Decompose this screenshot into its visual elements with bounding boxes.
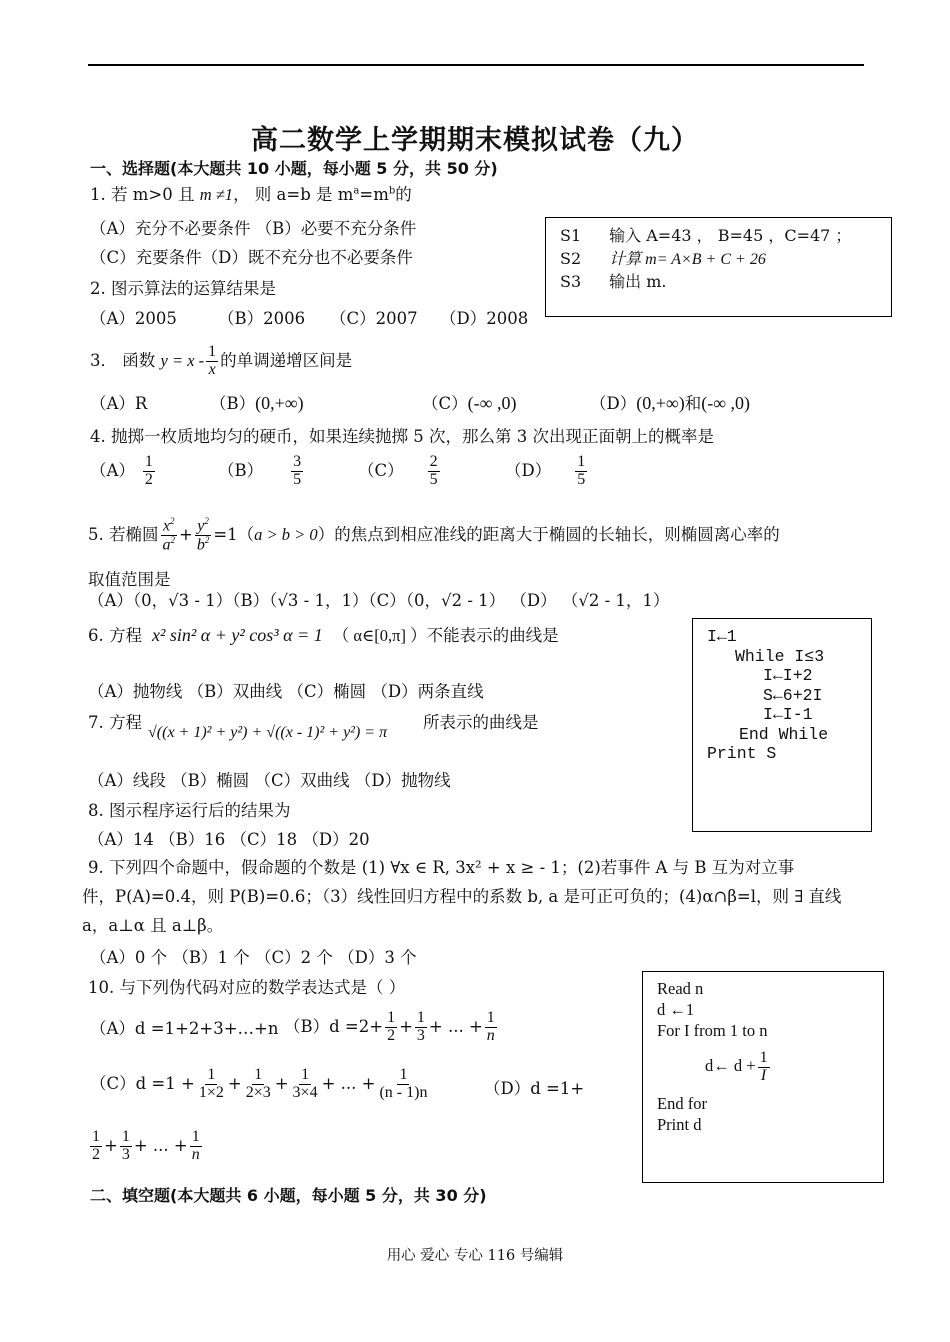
page-title: 高二数学上学期期末模拟试卷（九） (251, 125, 699, 156)
question-10-option-d: $\frac{1}{2}$ + $\frac{1}{3}$ + ... + $\frac{1}{n}$ (92, 1128, 200, 1163)
question-10-option-b: （B）d =2+ $\frac{1}{2}$ + $\frac{1}{3}$ + ... + $\frac{1}{n}$ (284, 1009, 495, 1044)
question-10-option-d-label: （D）d =1+ (484, 1079, 585, 1098)
pseudocode-line-5: End for (657, 1094, 707, 1113)
question-3-stem: 3． 函数 y = x - $\frac{1}{x}$ 的单调递增区间是 (90, 343, 353, 378)
question-9-line-1: 9. 下列四个命题中，假命题的个数是 (1) ∀x ∈ R, 3x² + x ≥ - 1；(2)若事件 A 与 B 互为对立事 (88, 858, 795, 877)
question-5-stem: 5. 若椭圆 $\frac{x^2}{a^2}$ + $\frac{y^2}{b^2}$ =1（a > b > 0）的焦点到相应准线的距离大于椭圆的长轴长，则椭圆离心率的 (88, 515, 780, 554)
question-1-options-ab: （A）充分不必要条件 （B）必要不充分条件 (90, 219, 417, 238)
question-10-option-a: （A）d =1+2+3+…+n (90, 1019, 279, 1038)
program-line-2: While I≤3 (735, 647, 825, 666)
question-7-stem: 7. 方程 (88, 713, 142, 732)
question-5-stem-cont: 取值范围是 (88, 570, 171, 589)
algorithm-step-3: S3 输出 m. (560, 272, 667, 291)
question-3-option-d: （D）(0,+∞)和(-∞ ,0) (590, 393, 751, 413)
pseudocode-line-6: Print d (657, 1115, 702, 1134)
question-7-equation: √((x + 1)² + y²) + √((x - 1)² + y²) = π (148, 724, 388, 741)
pseudocode-line-1: Read n (657, 979, 704, 998)
question-9-options: （A）0 个 （B）1 个 （C）2 个 （D）3 个 (90, 948, 417, 967)
question-3-option-b: （B）(0,+∞) (210, 393, 304, 413)
question-2-option-c: （C）2007 (330, 309, 418, 328)
section-heading-fill: 二、填空题(本大题共 6 小题，每小题 5 分，共 30 分) (90, 1186, 487, 1205)
question-8-stem: 8. 图示程序运行后的结果为 (88, 801, 291, 820)
question-3-option-a: （A）R (90, 394, 148, 413)
question-10-option-c: （C）d =1 + $\frac{1}{1\times 2}$ + $\frac{1}{2\times 3}$ + $\frac{1}{3\times 4}$ + ... + $\frac{1}{(n - 1)n}$ (90, 1066, 428, 1101)
question-4-option-a: （A） $\frac{1}{2}$ (90, 453, 153, 488)
question-6-options: （A）抛物线 （B）双曲线 （C）椭圆 （D）两条直线 (88, 682, 484, 701)
question-9-line-2: 件，P(A)=0.4，则 P(B)=0.6；（3）线性回归方程中的系数 b, a 是可正可负的；(4)α∩β=l，则 ∃ 直线 (82, 887, 842, 906)
pseudocode-line-4: d← d + $\frac{1}{I}$ (705, 1048, 768, 1084)
program-line-5: I←I-1 (763, 705, 813, 724)
question-2-option-a: （A）2005 (90, 309, 177, 328)
header-rule (88, 64, 864, 66)
program-line-7: Print S (707, 744, 777, 763)
question-4-option-b: （B） $\frac{3}{5}$ (218, 453, 302, 488)
question-9-line-3: a，a⊥α 且 a⊥β。 (82, 916, 224, 935)
question-8-options: （A）14 （B）16 （C）18 （D）20 (88, 830, 370, 849)
question-2-option-b: （B）2006 (218, 309, 306, 328)
question-5-options: （A）（0，√3 - 1）（B）（√3 - 1，1）（C）（0，√2 - 1） （D） （√2 - 1，1） (88, 591, 670, 610)
question-7-options: （A）线段 （B）椭圆 （C）双曲线 （D）抛物线 (88, 771, 451, 790)
question-10-stem: 10. 与下列伪代码对应的数学表达式是（ ） (88, 978, 406, 997)
algorithm-step-1: S1 输入 A=43 ， B=45 ，C=47 ； (560, 226, 852, 245)
question-6-stem: 6. 方程 x² sin² α + y² cos³ α = 1 （ α∈[0,π] ）不能表示的曲线是 (88, 625, 559, 645)
question-1-options-cd: （C）充要条件（D）既不充分也不必要条件 (90, 248, 413, 267)
program-line-4: S←6+2I (763, 686, 823, 705)
algorithm-box (545, 217, 892, 317)
question-4-option-c: （C） $\frac{2}{5}$ (358, 453, 438, 488)
program-line-6: End While (739, 725, 829, 744)
program-line-3: I←I+2 (763, 666, 813, 685)
algorithm-step-2: S2 计算 m= A×B + C + 26 (560, 249, 766, 268)
question-4-option-d: （D） $\frac{1}{5}$ (505, 453, 586, 488)
question-4-stem: 4. 抛掷一枚质地均匀的硬币，如果连续抛掷 5 次，那么第 3 次出现正面朝上的概率是 (90, 427, 714, 446)
pseudocode-line-3: For I from 1 to n (657, 1021, 768, 1040)
program-line-1: I←1 (707, 627, 737, 646)
pseudocode-box (642, 971, 884, 1183)
question-2-option-d: （D）2008 (440, 309, 529, 328)
page-footer: 用心 爱心 专心 116 号编辑 (386, 1248, 564, 1264)
question-2-stem: 2. 图示算法的运算结果是 (90, 279, 276, 298)
question-3-option-c: （C）(-∞ ,0) (422, 393, 517, 413)
section-heading-choice: 一、选择题(本大题共 10 小题，每小题 5 分，共 50 分) (90, 159, 498, 178)
program-box (692, 618, 872, 832)
question-1-stem: 1. 若 m>0 且 m ≠1， 则 a=b 是 $m^a=m^b$的 (90, 185, 412, 204)
question-7-stem-cont: 所表示的曲线是 (423, 713, 539, 732)
pseudocode-line-2: d ←1 (657, 1000, 695, 1019)
